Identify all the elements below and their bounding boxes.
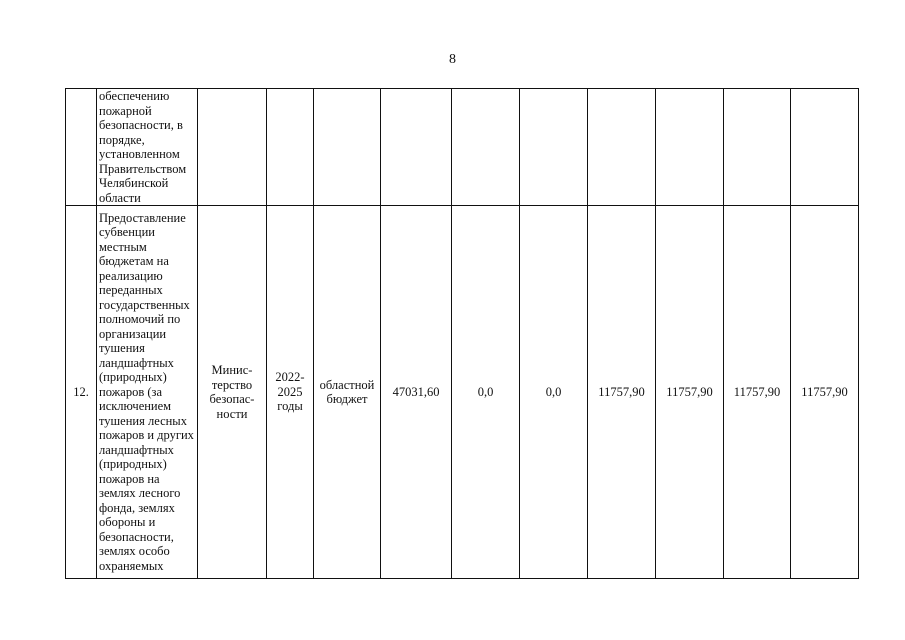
- cell-executor: [198, 89, 267, 206]
- cell-value-4: 11757,90: [656, 206, 724, 579]
- table-row: [66, 89, 859, 206]
- cell-activity-name: [97, 89, 198, 206]
- cell-value-5: 11757,90: [724, 206, 791, 579]
- activity-name-text: Предоставление субвенции местным бюджетам на реализацию переданных государственных полномочий по организации тушения ландшафтных (природных) пожаров (за исключением тушения лесных пожаров и других ландшафтных (природных) пожаров на землях лесного фонда, землях обороны и безопасности, землях особо охраняемых: [99, 210, 194, 573]
- cell-value-2: [520, 89, 588, 206]
- cell-source: [314, 89, 381, 206]
- cell-value-3: [588, 89, 656, 206]
- cell-value-6: [791, 89, 859, 206]
- cell-value-5: [724, 89, 791, 206]
- activity-name-text: обеспечению пожарной безопасности, в порядке, установленном Правительством Челябинской области: [99, 89, 187, 205]
- cell-value-1: [452, 89, 520, 206]
- cell-executor: Минис-терство безопас-ности: [198, 206, 267, 579]
- cell-period: 2022-2025 годы: [267, 206, 314, 579]
- page-number: 8: [449, 52, 456, 67]
- cell-activity-name: [97, 206, 198, 579]
- cell-index: 12.: [66, 206, 97, 579]
- program-table: [65, 88, 859, 579]
- cell-total: 47031,60: [381, 206, 452, 579]
- cell-value-4: [656, 89, 724, 206]
- cell-total: [381, 89, 452, 206]
- cell-value-6: 11757,90: [791, 206, 859, 579]
- cell-value-1: 0,0: [452, 206, 520, 579]
- cell-index: [66, 89, 97, 206]
- cell-value-2: 0,0: [520, 206, 588, 579]
- cell-period: [267, 89, 314, 206]
- cell-source: областной бюджет: [314, 206, 381, 579]
- cell-value-3: 11757,90: [588, 206, 656, 579]
- table-row: [66, 206, 859, 579]
